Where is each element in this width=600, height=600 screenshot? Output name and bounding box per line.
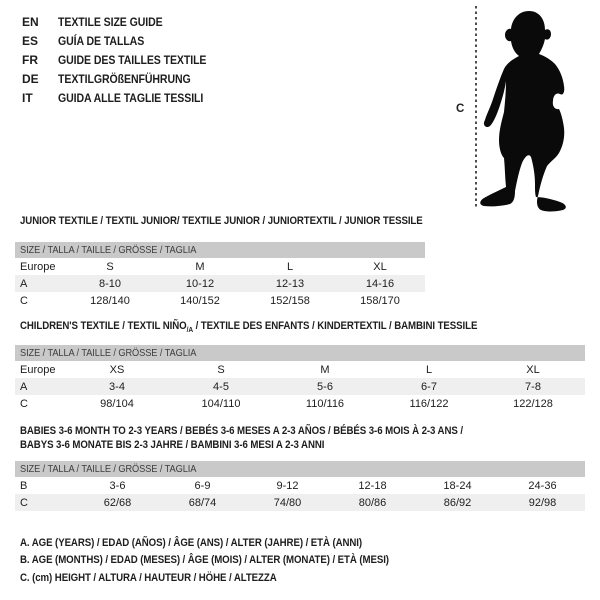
column-header: XL [373, 260, 387, 273]
row-label: C [20, 294, 28, 307]
language-list [22, 12, 227, 107]
guide-title-de: TEXTILGRÖßENFÜHRUNG [58, 71, 191, 86]
language-row-fr [22, 50, 227, 69]
legend-footnotes [20, 534, 439, 587]
table-cell: 12-18 [358, 479, 387, 492]
row-label: A [20, 380, 28, 393]
subscript-a: /A [186, 325, 194, 335]
table-cell: 86/92 [443, 496, 472, 509]
language-row-es [22, 31, 227, 50]
language-code: ES [22, 33, 39, 48]
guide-title-fr: GUIDE DES TAILLES TEXTILE [58, 52, 207, 67]
column-header: M [320, 363, 330, 376]
table-cell: 6-7 [421, 380, 437, 393]
column-header: Europe [20, 363, 56, 376]
language-code: DE [22, 71, 39, 86]
column-header: Europe [20, 260, 56, 273]
table-cell: 6-9 [194, 479, 211, 492]
size-header-bar: SIZE / TALLA / TAILLE / GRÖSSE / TAGLIA [15, 345, 585, 361]
table-cell: 68/74 [188, 496, 217, 509]
column-header: L [286, 260, 294, 273]
table-cell: 18-24 [443, 479, 472, 492]
table-cell: 24-36 [528, 479, 557, 492]
size-header-bar: SIZE / TALLA / TAILLE / GRÖSSE / TAGLIA [15, 242, 425, 258]
table-cell: 8-10 [98, 277, 122, 290]
guide-title-es: GUÍA DE TALLAS [58, 33, 145, 48]
height-measure-label: C [456, 103, 465, 115]
table-cell: 110/116 [305, 397, 345, 410]
children-age-row [15, 378, 585, 395]
table-cell: 158/170 [360, 294, 400, 307]
junior-age-row [15, 275, 425, 292]
table-cell: 128/140 [90, 294, 130, 307]
footnote-a: A. AGE (YEARS) / EDAD (AÑOS) / ÂGE (ANS) / ALTER (JAHRE) / ETÀ (ANNI) [20, 536, 363, 549]
children-size-table [15, 345, 585, 412]
guide-title-en: TEXTILE SIZE GUIDE [58, 14, 163, 29]
babies-height-row [15, 494, 585, 511]
table-cell: 122/128 [513, 397, 553, 410]
junior-size-table [15, 242, 425, 309]
table-cell: 74/80 [273, 496, 302, 509]
table-cell: 62/68 [103, 496, 132, 509]
column-header: XL [526, 363, 540, 376]
children-section-title: CHILDREN'S TEXTILE / TEXTIL $NIÑO_{/A}$ / TEXTILE DES ENFANTS / KINDERTEXTIL / BAMBINI TESSILE [20, 320, 478, 335]
table-cell: 10-12 [185, 277, 215, 290]
table-cell: 3-6 [109, 479, 126, 492]
table-cell: 4-5 [213, 380, 229, 393]
junior-columns-row [15, 258, 425, 275]
babies-size-table [15, 461, 585, 511]
table-cell: 92/98 [528, 496, 557, 509]
column-header: XS [109, 363, 125, 376]
table-cell: 116/122 [409, 397, 449, 410]
junior-height-row [15, 292, 425, 309]
table-cell: 140/152 [180, 294, 220, 307]
footnote-c: C. (cm) HEIGHT / ALTURA / HAUTEUR / HÖHE / ALTEZZA [20, 571, 277, 584]
babies-age-row [15, 477, 585, 494]
language-row-en [22, 12, 227, 31]
language-code: IT [22, 90, 33, 105]
language-code: FR [22, 52, 38, 67]
table-cell: 14-16 [365, 277, 395, 290]
table-cell: 152/158 [270, 294, 310, 307]
table-cell: 7-8 [525, 380, 541, 393]
babies-section-title: BABIES 3-6 MONTH TO 2-3 YEARS / BEBÉS 3-6 MESES A 2-3 AÑOS / BÉBÉS 3-6 MOIS À 2-3 ANS / BABYS 3-6 MONATE BIS 2-3 JAHRE / BAMBINI 3-6 MESI A 2-3 ANNI [20, 425, 463, 451]
row-label: C [20, 397, 28, 410]
table-cell: 3-4 [109, 380, 125, 393]
table-cell: 98/104 [100, 397, 134, 410]
table-cell: 104/110 [201, 397, 241, 410]
footnote-b: B. AGE (MONTHS) / EDAD (MESES) / ÂGE (MOIS) / ALTER (MONATE) / ETÀ (MESI) [20, 554, 389, 567]
column-header: L [425, 363, 433, 376]
children-columns-row [15, 361, 585, 378]
column-header: M [195, 260, 205, 273]
language-row-it [22, 88, 227, 107]
baby-silhouette-icon [475, 0, 600, 215]
column-header: S [217, 363, 225, 376]
column-header: S [106, 260, 114, 273]
table-cell: 80/86 [358, 496, 387, 509]
row-label: C [20, 496, 28, 509]
table-cell: 9-12 [276, 479, 299, 492]
junior-section-title: JUNIOR TEXTILE / TEXTIL JUNIOR/ TEXTILE JUNIOR / JUNIORTEXTIL / JUNIOR TESSILE [20, 215, 423, 227]
size-header-bar: SIZE / TALLA / TAILLE / GRÖSSE / TAGLIA [15, 461, 585, 477]
language-code: EN [22, 14, 39, 29]
language-row-de [22, 69, 227, 88]
children-height-row [15, 395, 585, 412]
row-label: A [20, 277, 28, 290]
table-cell: 5-6 [317, 380, 333, 393]
row-label: B [20, 479, 28, 492]
guide-title-it: GUIDA ALLE TAGLIE TESSILI [58, 90, 204, 105]
table-cell: 12-13 [275, 277, 305, 290]
